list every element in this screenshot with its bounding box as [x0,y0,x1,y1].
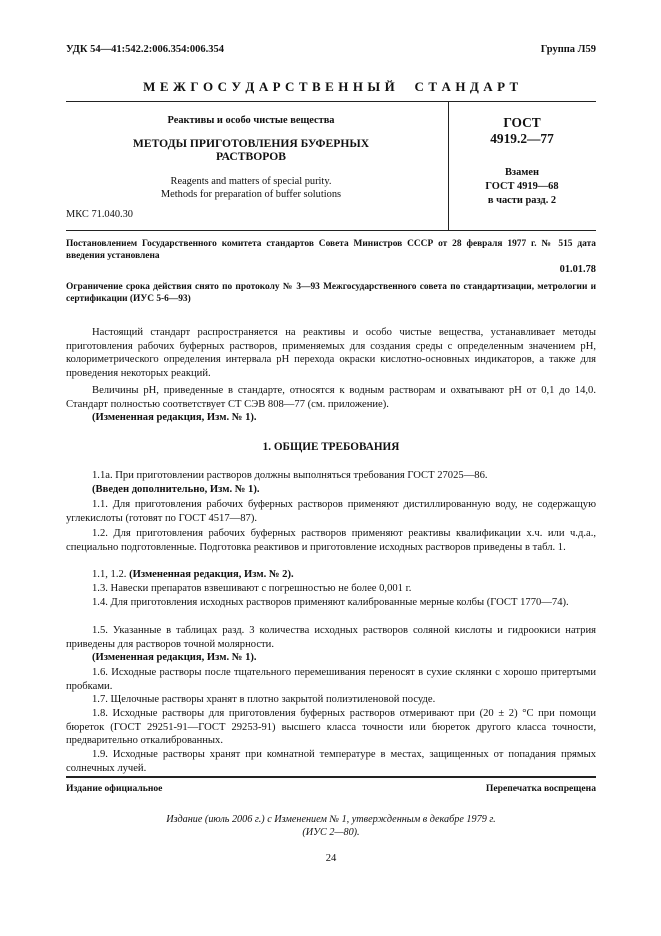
group-code: Группа Л59 [540,44,596,55]
replaces-gost: ГОСТ 4919—68 [485,181,559,192]
clause-1-1a-amendment: (Введен дополнительно, Изм. № 1). [92,484,260,495]
edition-note-line-1: Издание (июль 2006 г.) с Изменением № 1, утвержденным в декабре 1979 г. [166,814,496,825]
footer-rule [66,776,596,778]
mks-code: МКС 71.040.30 [66,209,134,220]
effective-date: 01.01.78 [559,264,596,275]
clause-1-3: 1.3. Навески препаратов взвешивают с погрешностью не более 0,001 г. [92,583,412,594]
intro-amendment: (Измененная редакция, Изм. № 1). [92,412,257,423]
document-title [66,137,436,163]
english-title-line-2: Methods for preparation of buffer solutions [160,189,342,200]
titleblock-bottom-rule [66,230,596,231]
page-number: 24 [325,853,337,864]
reprint-prohibited-label: Перепечатка воспрещена [485,783,596,794]
clause-1-1: 1.1. Для приготовления рабочих буферных растворов применяют дистиллированную воду, не содержащую углекислоты (готовят по ГОСТ 4517—87). [66,499,596,524]
replaces-part: в части разд. 2 [487,195,557,206]
edition-note [66,813,596,839]
banner-rule [66,101,596,102]
title-line-1: МЕТОДЫ ПРИГОТОВЛЕНИЯ БУФЕРНЫХ [132,137,370,150]
replaces-block [448,166,596,208]
intro-paragraph-1: Настоящий стандарт распространяется на реактивы и особо чистые вещества, устанавливает методы приготовления рабочих буферных растворов, применяемых для создания среды с определенным значением pH, колориметрического определения интервала pH перехода окраски кислотно-основных индикаторов, а также для проведения некоторых реакций. [66,327,596,379]
english-title [66,175,436,201]
clause-1-9: 1.9. Исходные растворы хранят при комнатной температуре в местах, защищенных от попадания прямых солнечных лучей. [66,749,596,774]
subject-line: Реактивы и особо чистые вещества [167,115,335,126]
official-edition-label: Издание официальное [66,783,163,794]
clause-1-1-1-2-amendment [92,568,294,582]
edition-note-line-2: (ИУС 2—80). [302,827,360,838]
clause-1-2: 1.2. Для приготовления рабочих буферных растворов применяют реактивы квалификации х.ч. или ч.д.а., специально подготовленные. Подготовка реактивов и приготовление исходных растворов приведены в табл. 1. [66,528,596,553]
clause-1-7: 1.7. Щелочные растворы хранят в плотно закрытой полиэтиленовой посуде. [92,694,436,705]
replaces-label: Взамен [505,167,539,178]
gost-label: ГОСТ [503,115,541,130]
intro-paragraph-2: Величины pH, приведенные в стандарте, относятся к водным растворам и охватывают pH от 0,1 до 14,0. Стандарт полностью соответствует СТ СЭВ 808—77 (см. приложение). [66,385,596,410]
clause-1-5: 1.5. Указанные в таблицах разд. 3 количества исходных растворов соляной кислоты и гидроокиси натрия приведены для растворов точной молярности. [66,625,596,650]
gost-number: 4919.2—77 [490,131,554,146]
standard-banner: М Е Ж Г О С У Д А Р С Т В Е Н Н Ы Й С Т А Н Д А Р Т [143,79,519,94]
english-title-line-1: Reagents and matters of special purity. [170,176,332,187]
amendment-clauses-ref: 1.1, 1.2. [92,569,127,580]
clause-1-5-amendment: (Измененная редакция, Изм. № 1). [92,652,257,663]
section-1-heading: 1. ОБЩИЕ ТРЕБОВАНИЯ [262,441,400,453]
limitation-text: Ограничение срока действия снято по протоколу № 3—93 Межгосударственного совета по стандартизации, метрологии и сертификации (ИУС 5-6—93) [66,282,596,304]
clause-1-4: 1.4. Для приготовления исходных растворов применяют калиброванные мерные колбы (ГОСТ 1770—74). [92,597,569,608]
clause-1-1a: 1.1а. При приготовлении растворов должны выполняться требования ГОСТ 27025—86. [92,470,488,481]
udk-code: УДК 54—41:542.2:006.354:006.354 [66,44,224,55]
gost-designation [448,115,596,147]
clause-1-6: 1.6. Исходные растворы после тщательного перемешивания переносят в сухие склянки с хорошо притертыми пробками. [66,667,596,692]
title-line-2: РАСТВОРОВ [215,150,286,163]
clause-1-8: 1.8. Исходные растворы для приготовления буферных растворов отмеривают при (20 ± 2) °С при помощи бюреток (ГОСТ 29251-91—ГОСТ 29253-91) высшего класса точности или бюреток другого класса точности, предварительно откалиброванных. [66,708,596,747]
amendment-note: (Измененная редакция, Изм. № 2). [129,569,294,580]
decree-text: Постановлением Государственного комитета стандартов Совета Министров СССР от 28 февраля 1977 г. № 515 дата введения установлена [66,239,596,261]
